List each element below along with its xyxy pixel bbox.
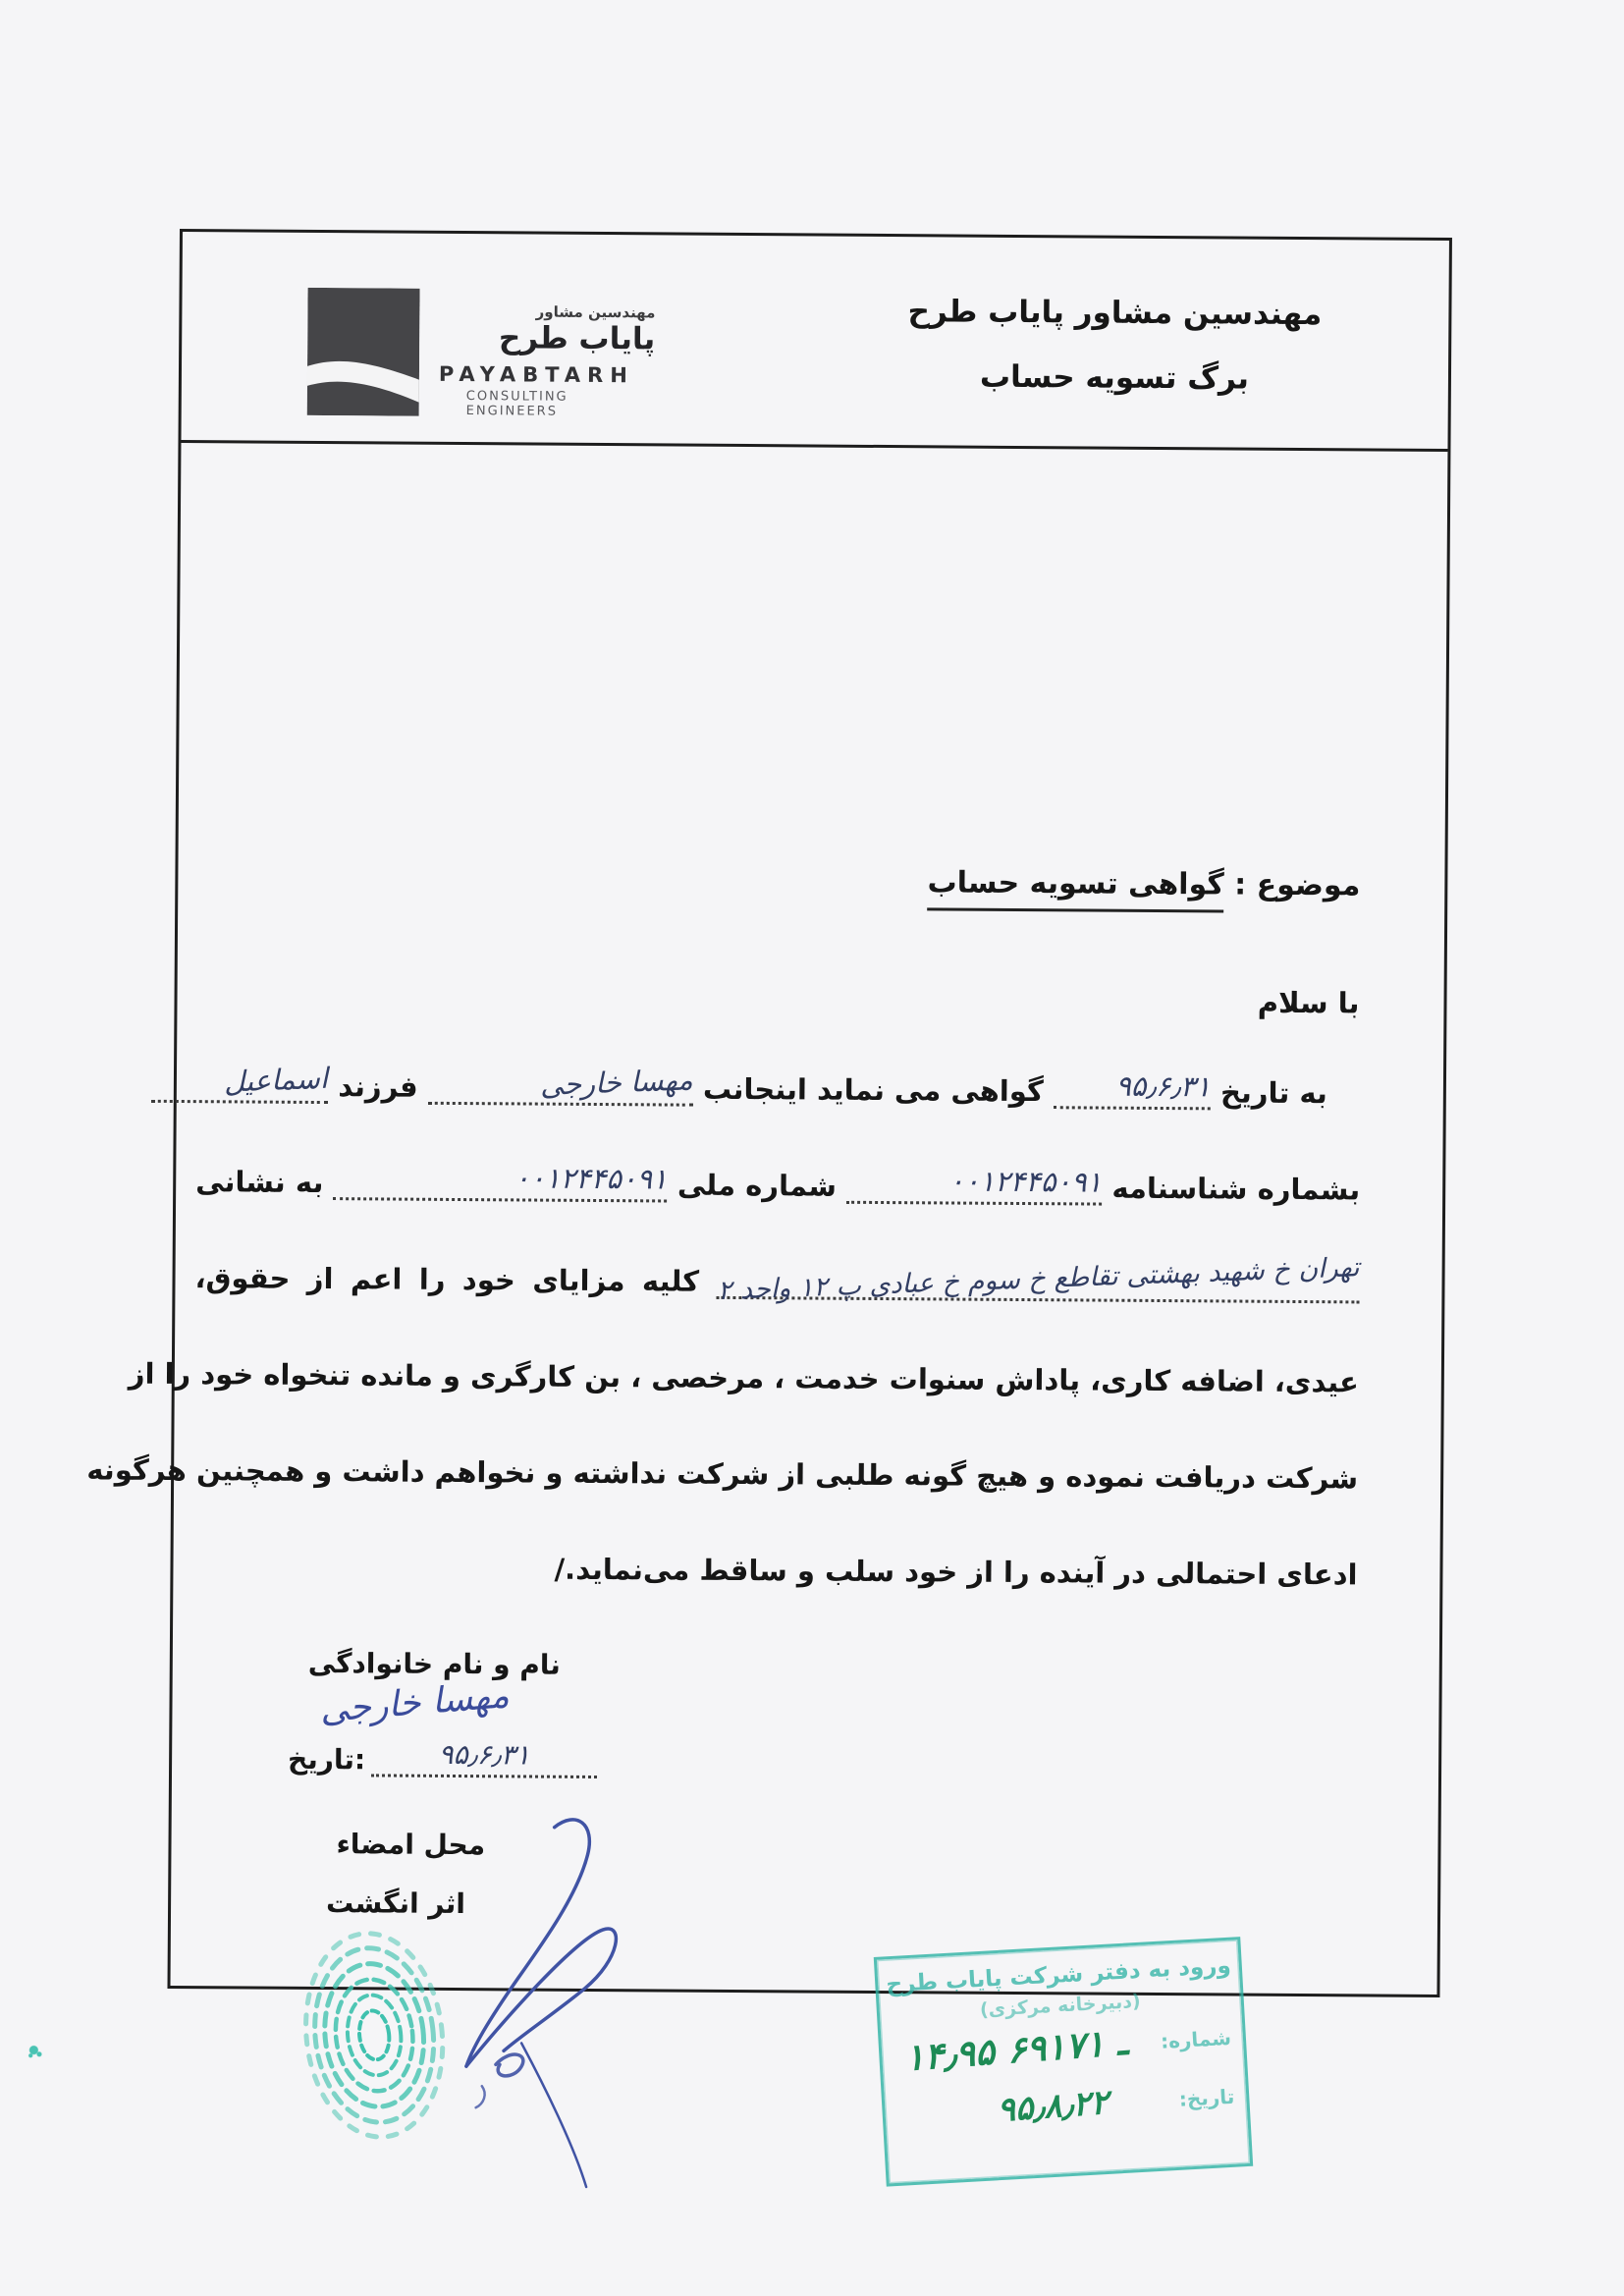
salutation: با سلام <box>1257 985 1360 1020</box>
handwritten-address: تهران خ شهید بهشتی تقاطع خ سوم خ عبادی پ ۱۲ واحد ۲ <box>717 1252 1360 1307</box>
signature-date-label: تاریخ: <box>288 1742 366 1777</box>
handwritten-signer-name: مهسا خارجی <box>318 1675 512 1731</box>
body-text: به تاریخ <box>1219 1075 1328 1111</box>
header-titles <box>898 294 1331 397</box>
logo-en-subtitle: CONSULTING ENGINEERS <box>465 388 568 419</box>
body-line-5: شرکت دریافت نموده و هیچ گونه طلبی از شرکت نداشته و نخواهم داشت و همچنین هرگونه <box>86 1452 1359 1496</box>
signer-name-label: نام و نام خانوادگی <box>307 1646 562 1681</box>
body-line-2 <box>195 1133 1361 1237</box>
name-fill-field <box>428 1063 694 1107</box>
document-frame <box>86 229 1451 2131</box>
logo-en-name: PAYABTARH <box>438 361 634 387</box>
signature-place-label: محل امضاء <box>336 1828 486 1862</box>
address-fill-field <box>716 1252 1360 1307</box>
body-line-6: ادعای احتمالی در آینده را از خود سلب و ساقط می‌نماید./ <box>554 1552 1358 1592</box>
body-text: بشماره شناسنامه <box>1111 1171 1361 1207</box>
ink-smudge <box>27 2045 43 2058</box>
handwritten-signature-date: ۹۵٫۶٫۳۱ <box>438 1737 531 1772</box>
subject-label: موضوع : <box>1234 867 1361 903</box>
handwritten-signature <box>426 1809 635 2197</box>
stamp-date-label: تاریخ: <box>1178 2084 1235 2111</box>
father-name-fill-field <box>151 1061 329 1104</box>
logo-fa-name: پایاب طرح <box>498 320 656 357</box>
body-text: فرزند <box>338 1069 418 1104</box>
stamp-title: ورود به دفتر شرکت پایاب طرح <box>885 1952 1232 1998</box>
stamp-handwritten-number: ۱۴٫۹۵ ـ ۶۹۱۷۱ <box>902 2020 1129 2079</box>
company-logo-text <box>439 302 656 419</box>
logo-swoosh-icon <box>307 288 420 416</box>
handwritten-national-id: ۰۰۱۲۴۴۵۰۹۱ <box>514 1161 668 1196</box>
signature-date-fill-field <box>371 1737 597 1778</box>
signature-ink-icon <box>426 1809 635 2193</box>
company-logo-icon <box>307 288 420 420</box>
handwritten-id-number: ۰۰۱۲۴۴۵۰۹۱ <box>948 1164 1103 1199</box>
body-line-3 <box>194 1230 1360 1334</box>
date-fill-field <box>1054 1068 1212 1110</box>
body-line-1 <box>196 1037 1362 1141</box>
stamp-handwritten-date: ۹۵٫۸٫۲۲ <box>996 2082 1110 2131</box>
logo-fa-tagline: مهندسین مشاور <box>535 302 656 322</box>
document-header <box>181 232 1448 452</box>
office-entry-stamp <box>874 1937 1253 2187</box>
handwritten-father-name: اسماعیل <box>223 1061 329 1099</box>
signature-date-row <box>288 1737 597 1778</box>
body-text: شماره ملی <box>677 1168 838 1203</box>
id-number-fill-field <box>846 1164 1103 1206</box>
stamp-subtitle: (دبیرخانه مرکزی) <box>979 1990 1142 2021</box>
national-id-fill-field <box>334 1161 668 1202</box>
letter-content <box>86 440 1448 2131</box>
subject-line <box>927 865 1360 902</box>
body-text: به نشانی <box>195 1165 324 1200</box>
stamp-number-label: شماره: <box>1160 2025 1232 2053</box>
subject-value: گواهی تسویه حساب <box>927 865 1224 912</box>
body-line-4: عیدی، اضافه کاری، پاداش سنوات خدمت ، مرخصی ، بن کارگری و مانده تنخواه خود را از <box>128 1356 1359 1399</box>
form-title: برگ تسویه حساب <box>979 358 1250 397</box>
body-paragraph <box>86 1037 1361 1622</box>
body-text: گواهی می نماید اینجانب <box>702 1071 1044 1109</box>
company-title: مهندسین مشاور پایاب طرح <box>907 294 1323 333</box>
fingerprint-label: اثر انگشت <box>325 1886 466 1921</box>
body-text: کلیه مزایای خود را اعم از حقوق، <box>194 1261 700 1298</box>
handwritten-name: مهسا خارجی <box>539 1063 694 1102</box>
handwritten-date: ۹۵٫۶٫۳۱ <box>1115 1068 1212 1104</box>
